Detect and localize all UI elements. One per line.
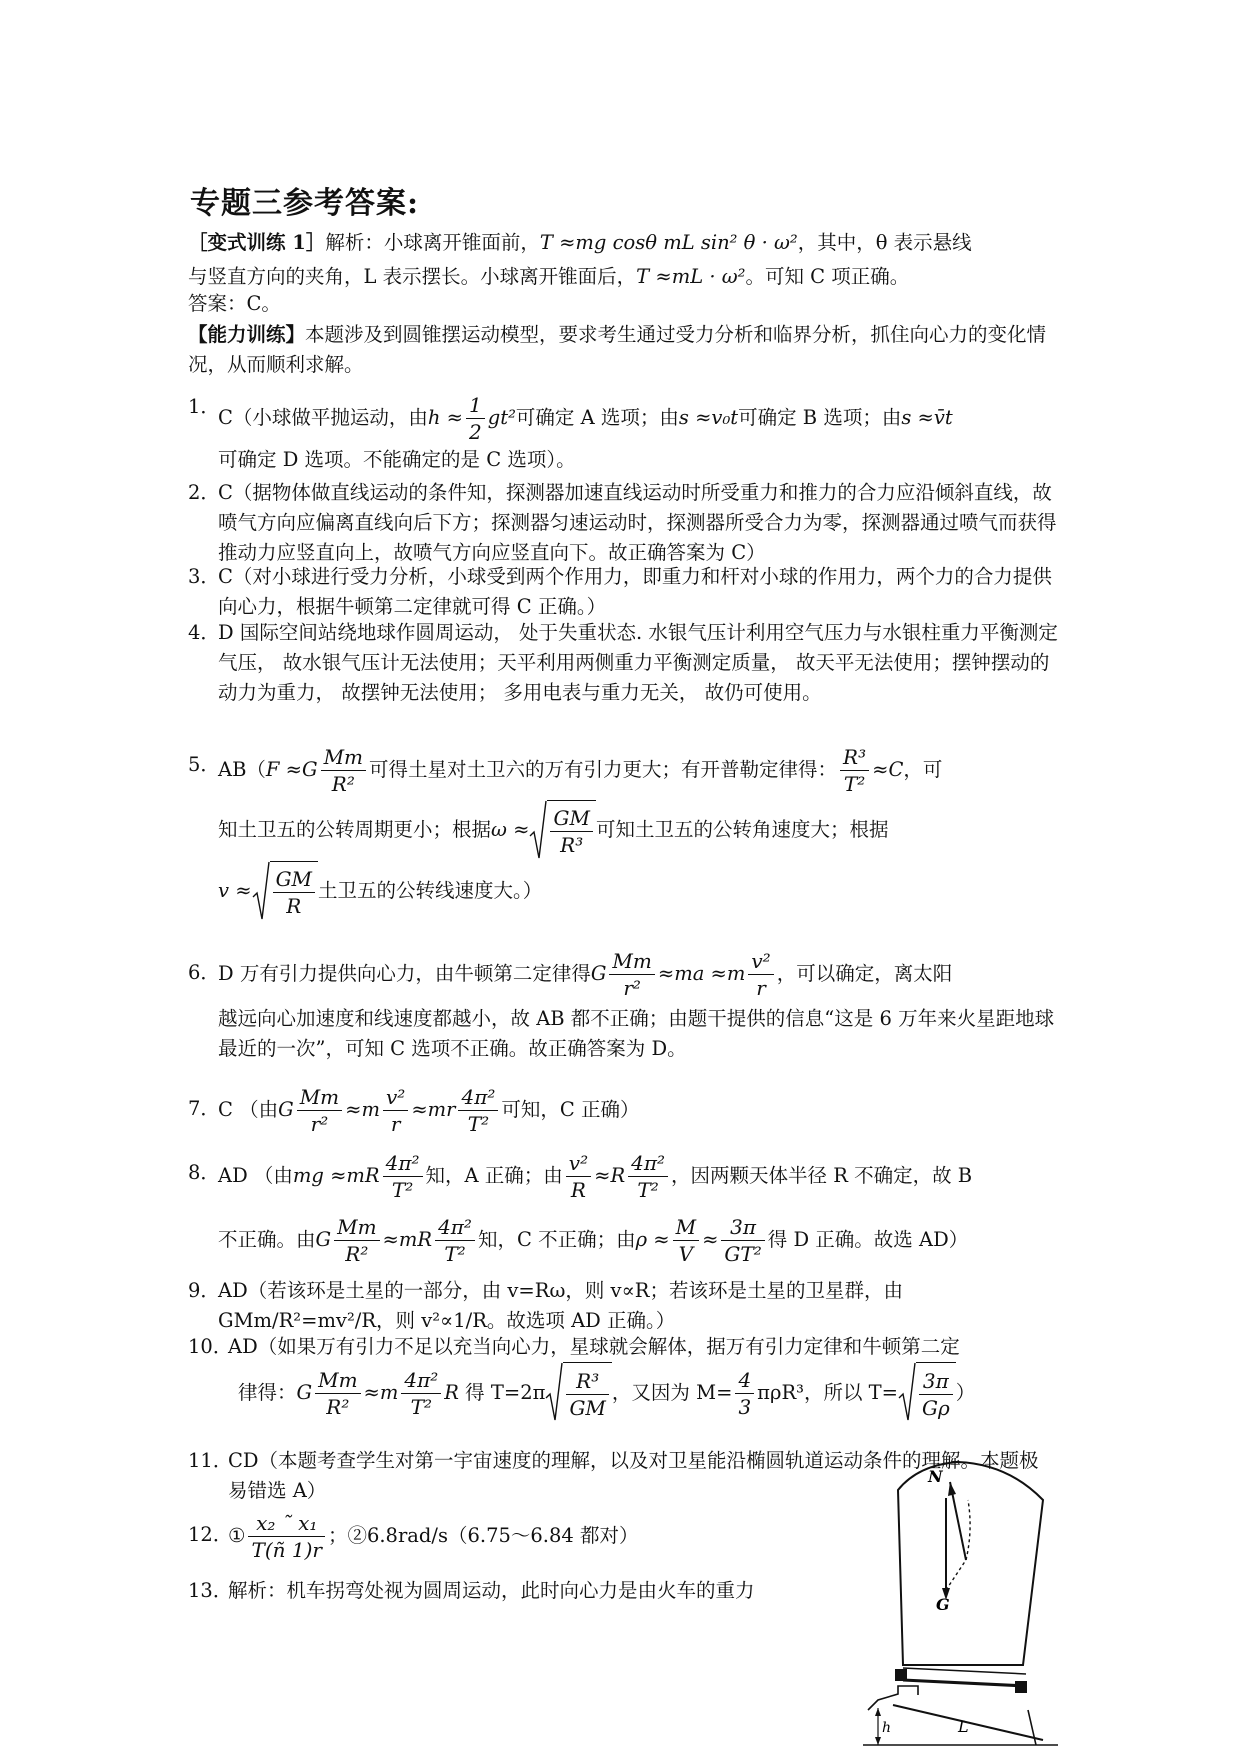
square-root xyxy=(529,800,595,861)
train-diagram xyxy=(858,1460,1068,1750)
label-n: N xyxy=(928,1467,943,1486)
answer-item-8 xyxy=(188,1144,1058,1272)
denominator: r² xyxy=(310,1112,329,1136)
item-text: C（小球做平抛运动，由 xyxy=(218,406,428,429)
item-number: 3． xyxy=(188,565,220,588)
numerator: Mm xyxy=(321,744,366,771)
item-text: C（对小球进行受力分析，小球受到两个作用力，即重力和杆对小球的作用力，两个力的合力提供向心力，根据牛顿第二定律就可得 C 正确。） xyxy=(218,565,1052,618)
item-text: 可知，C 正确） xyxy=(501,1098,640,1121)
variant-line2-b: 。可知 C 项正确。 xyxy=(745,265,910,288)
fraction xyxy=(466,392,485,445)
numerator: 1 xyxy=(466,392,485,419)
numerator: 3π xyxy=(919,1368,953,1395)
ability-text: 本题涉及到圆锥摆运动模型，要求考生通过受力分析和临界分析，抓住向心力的变化情况，从而顺利求解。 xyxy=(188,323,1047,376)
denominator: r xyxy=(390,1112,401,1136)
fraction xyxy=(383,1084,408,1137)
formula: ω ≈ xyxy=(491,818,530,841)
item-text: AD （由 xyxy=(218,1164,293,1187)
item-number: 5． xyxy=(188,753,220,776)
formula: F ≈G xyxy=(265,758,318,781)
normal-arrowhead xyxy=(948,1482,956,1496)
formula: s ≈v₀t xyxy=(678,406,739,429)
ability-label: 【能力训练】 xyxy=(188,323,306,346)
item-text: C （由 xyxy=(218,1098,279,1121)
track-left-base xyxy=(868,1686,918,1710)
denominator: T(ñ 1)r xyxy=(251,1538,322,1562)
fraction xyxy=(334,1214,379,1267)
item-text: 不正确。由 xyxy=(218,1228,316,1251)
formula: G xyxy=(590,962,607,985)
denominator: T² xyxy=(391,1178,414,1202)
answer-item-1 xyxy=(188,392,1058,475)
item-number: 4． xyxy=(188,621,220,644)
formula: ≈R xyxy=(594,1164,626,1187)
numerator: 4π² xyxy=(435,1214,475,1241)
item-text: ） xyxy=(955,1381,976,1404)
train-car-body xyxy=(898,1462,1043,1665)
item-text: ，可 xyxy=(903,758,943,781)
numerator: R³ xyxy=(566,1368,608,1395)
item-text: AB（ xyxy=(218,758,266,781)
banked-track-figure xyxy=(858,1460,1068,1750)
resultant-dashed xyxy=(966,1500,970,1560)
ability-training-block xyxy=(188,320,1048,380)
denominator: Gρ xyxy=(922,1396,950,1420)
item-number: 11． xyxy=(188,1449,233,1472)
item-number: 9． xyxy=(188,1279,220,1302)
item-text: ，因两颗天体半径 R 不确定，故 B xyxy=(671,1164,973,1187)
answer-item-7 xyxy=(188,1080,1058,1140)
square-root xyxy=(898,1362,956,1425)
fraction xyxy=(919,1368,953,1421)
formula: R xyxy=(444,1381,459,1404)
variant-line-1 xyxy=(188,228,1048,258)
formula: G xyxy=(278,1098,294,1121)
answer-item-6 xyxy=(188,944,1058,1064)
variant-formula-a: T ≈mg cosθ mL sin² θ · ω² xyxy=(539,231,798,254)
item-text: 土卫五的公转线速度大。） xyxy=(318,879,543,902)
variant-training-block xyxy=(188,228,1048,316)
numerator: M xyxy=(673,1214,699,1241)
fraction xyxy=(383,1150,423,1203)
denominator: 2 xyxy=(469,420,482,444)
numerator: GM xyxy=(273,866,315,893)
item-text: 可知土卫五的公转角速度大；根据 xyxy=(595,818,889,841)
denominator: T² xyxy=(444,1242,466,1266)
variant-label: ［变式训练 1］ xyxy=(188,231,326,254)
variant-formula-b: T ≈mL · ω² xyxy=(636,265,746,288)
formula: ≈ma ≈m xyxy=(657,962,746,985)
denominator: T² xyxy=(410,1395,433,1419)
item-number: 1． xyxy=(188,395,220,418)
formula: ρ ≈ xyxy=(635,1228,670,1251)
label-g: G xyxy=(936,1595,950,1614)
item-text: 可确定 A 选项；由 xyxy=(515,406,679,429)
item-number: 6． xyxy=(188,961,220,984)
denominator: T² xyxy=(843,772,866,796)
fraction xyxy=(673,1214,699,1267)
formula: ≈m xyxy=(363,1381,399,1404)
numerator: Mm xyxy=(334,1214,379,1241)
fraction xyxy=(566,1368,608,1421)
denominator: R² xyxy=(331,772,355,796)
numerator: Mm xyxy=(609,948,654,975)
answer-item-4 xyxy=(188,618,1058,708)
item-text: CD（本题考查学生对第一宇宙速度的理解，以及对卫星能沿椭圆轨道运动条件的理解。本题极易错选 A） xyxy=(228,1449,1039,1502)
fraction xyxy=(297,1084,342,1137)
circled-number: ① xyxy=(228,1524,246,1547)
denominator: GT² xyxy=(724,1242,762,1266)
fraction xyxy=(609,948,654,1001)
fraction xyxy=(248,1510,324,1563)
numerator: 4π² xyxy=(383,1150,423,1177)
item-text: 得 T=2π xyxy=(465,1381,546,1404)
fraction xyxy=(721,1214,764,1267)
denominator: R² xyxy=(326,1395,350,1419)
numerator: x₂ ˜ x₁ xyxy=(248,1510,324,1537)
item-number: 10． xyxy=(188,1335,233,1358)
fraction xyxy=(321,744,366,797)
fraction xyxy=(315,1367,360,1420)
fraction xyxy=(628,1150,668,1203)
denominator: GM xyxy=(569,1396,606,1420)
item-number: 12． xyxy=(188,1523,233,1546)
denominator: R xyxy=(286,894,302,918)
variant-text-a: 解析：小球离开锥面前， xyxy=(325,231,540,254)
formula: G xyxy=(315,1228,332,1251)
fraction xyxy=(273,866,315,919)
numerator: v² xyxy=(748,948,773,975)
formula: ≈C xyxy=(872,758,904,781)
answer-item-5 xyxy=(188,740,1058,922)
item-number: 7． xyxy=(188,1097,220,1120)
fraction xyxy=(401,1367,441,1420)
fraction xyxy=(435,1214,475,1267)
fraction xyxy=(550,805,592,858)
item-text: 知，C 不正确；由 xyxy=(477,1228,636,1251)
item-text: πρR³，所以 T= xyxy=(757,1381,898,1404)
square-root xyxy=(545,1362,611,1425)
numerator: R³ xyxy=(840,744,869,771)
item-number: 13． xyxy=(188,1579,233,1602)
item-text: ，可以确定，离太阳 xyxy=(776,962,953,985)
item-text: 得 D 正确。故选 AD） xyxy=(767,1228,969,1251)
formula: s ≈v̄t xyxy=(901,406,953,429)
wheel-right xyxy=(1016,1682,1026,1692)
denominator: T² xyxy=(637,1178,659,1202)
label-l: L xyxy=(958,1717,969,1736)
item-text: D 国际空间站绕地球作圆周运动， 处于失重状态. 水银气压计利用空气压力与水银柱重力平衡测定气压， 故水银气压计无法使用；天平利用两侧重力平衡测定质量， 故天平无法使用；摆钟摆动的动力为重力， 故摆钟无法使用； 多用电表与重力无关， 故仍可使用。 xyxy=(218,621,1058,704)
item-number: 2． xyxy=(188,481,220,504)
denominator: R³ xyxy=(560,833,584,857)
fraction xyxy=(458,1084,498,1137)
numerator: Mm xyxy=(315,1367,360,1394)
denominator: 3 xyxy=(738,1395,752,1419)
numerator: 4 xyxy=(735,1367,754,1394)
denominator: R² xyxy=(345,1242,369,1266)
fraction xyxy=(748,948,773,1001)
square-root xyxy=(252,861,318,922)
answer-item-10 xyxy=(188,1332,1058,1425)
formula: mg ≈mR xyxy=(292,1164,380,1187)
fraction xyxy=(735,1367,754,1420)
item-text: 越远向心加速度和线速度都越小，故 AB 都不正确；由题干提供的信息“这是 6 万年来火星距地球最近的一次”，可知 C 选项不正确。故正确答案为 D。 xyxy=(218,1007,1055,1060)
item-text: AD（如果万有引力不足以充当向心力，星球就会解体，据万有引力定律和牛顿第二定 xyxy=(228,1335,960,1358)
denominator: R xyxy=(570,1178,586,1202)
formula: v ≈ xyxy=(218,879,252,902)
numerator: 4π² xyxy=(401,1367,441,1394)
numerator: v² xyxy=(383,1084,408,1111)
formula: h ≈ xyxy=(427,406,464,429)
item-text: ，又因为 M= xyxy=(611,1381,733,1404)
fraction xyxy=(566,1150,591,1203)
denominator: V xyxy=(678,1242,694,1266)
variant-line2-a: 与竖直方向的夹角，L 表示摆长。小球离开锥面后， xyxy=(188,265,637,288)
formula: ≈mr xyxy=(411,1098,456,1121)
answer-item-3 xyxy=(188,562,1058,622)
formula: G xyxy=(296,1381,313,1404)
variant-answer: 答案：C。 xyxy=(188,292,281,315)
item-text: C（据物体做直线运动的条件知，探测器加速直线运动时所受重力和推力的合力应沿倾斜直线，故喷气方向应偏离直线向后下方；探测器匀速运动时，探测器所受合力为零，探测器通过喷气而获得推动力应竖直向上，故喷气方向应竖直向下。故正确答案为 C） xyxy=(218,481,1057,564)
numerator: GM xyxy=(550,805,592,832)
numerator: 4π² xyxy=(458,1084,498,1111)
formula: gt² xyxy=(487,406,516,429)
fraction xyxy=(840,744,869,797)
formula: ≈ xyxy=(702,1228,719,1251)
item-text: AD（若该环是土星的一部分，由 v=Rω，则 v∝R；若该环是土星的卫星群，由 GMm/R²=mv²/R，则 v²∝1/R。故选项 AD 正确。） xyxy=(218,1279,903,1332)
formula: ≈mR xyxy=(382,1228,433,1251)
page-title: 专题三参考答案: xyxy=(190,186,420,221)
variant-text-b: ，其中，θ 表示悬线 xyxy=(797,231,972,254)
formula: ≈m xyxy=(345,1098,380,1121)
item-text: 律得： xyxy=(238,1381,297,1404)
numerator: Mm xyxy=(297,1084,342,1111)
denominator: T² xyxy=(467,1112,490,1136)
denominator: r² xyxy=(623,976,641,1000)
answer-item-12 xyxy=(188,1506,828,1566)
item-text: 知，A 正确；由 xyxy=(425,1164,563,1187)
train-floor xyxy=(903,1680,1026,1686)
item-text: 解析：机车拐弯处视为圆周运动，此时向心力是由火车的重力 xyxy=(228,1579,755,1602)
numerator: 3π xyxy=(721,1214,764,1241)
item-text: D 万有引力提供向心力，由牛顿第二定律得 xyxy=(218,962,591,985)
item-text: 可确定 B 选项；由 xyxy=(738,406,902,429)
item-text: 知土卫五的公转周期更小；根据 xyxy=(218,818,492,841)
item-text: 可得土星对土卫六的万有引力更大；有开普勒定律得： xyxy=(369,758,838,781)
answer-item-13 xyxy=(188,1576,828,1606)
item-number: 8． xyxy=(188,1161,220,1184)
answer-item-2 xyxy=(188,478,1058,568)
variant-line-2 xyxy=(188,262,1048,292)
numerator: 4π² xyxy=(628,1150,668,1177)
item-text: ；②6.8rad/s（6.75～6.84 都对） xyxy=(327,1524,639,1547)
numerator: v² xyxy=(566,1150,591,1177)
answer-item-9 xyxy=(188,1276,1058,1336)
label-h: h xyxy=(882,1720,892,1736)
denominator: r xyxy=(756,976,766,1000)
wheel-left xyxy=(896,1670,906,1680)
item-text: 可确定 D 选项。不能确定的是 C 选项）。 xyxy=(218,448,576,471)
